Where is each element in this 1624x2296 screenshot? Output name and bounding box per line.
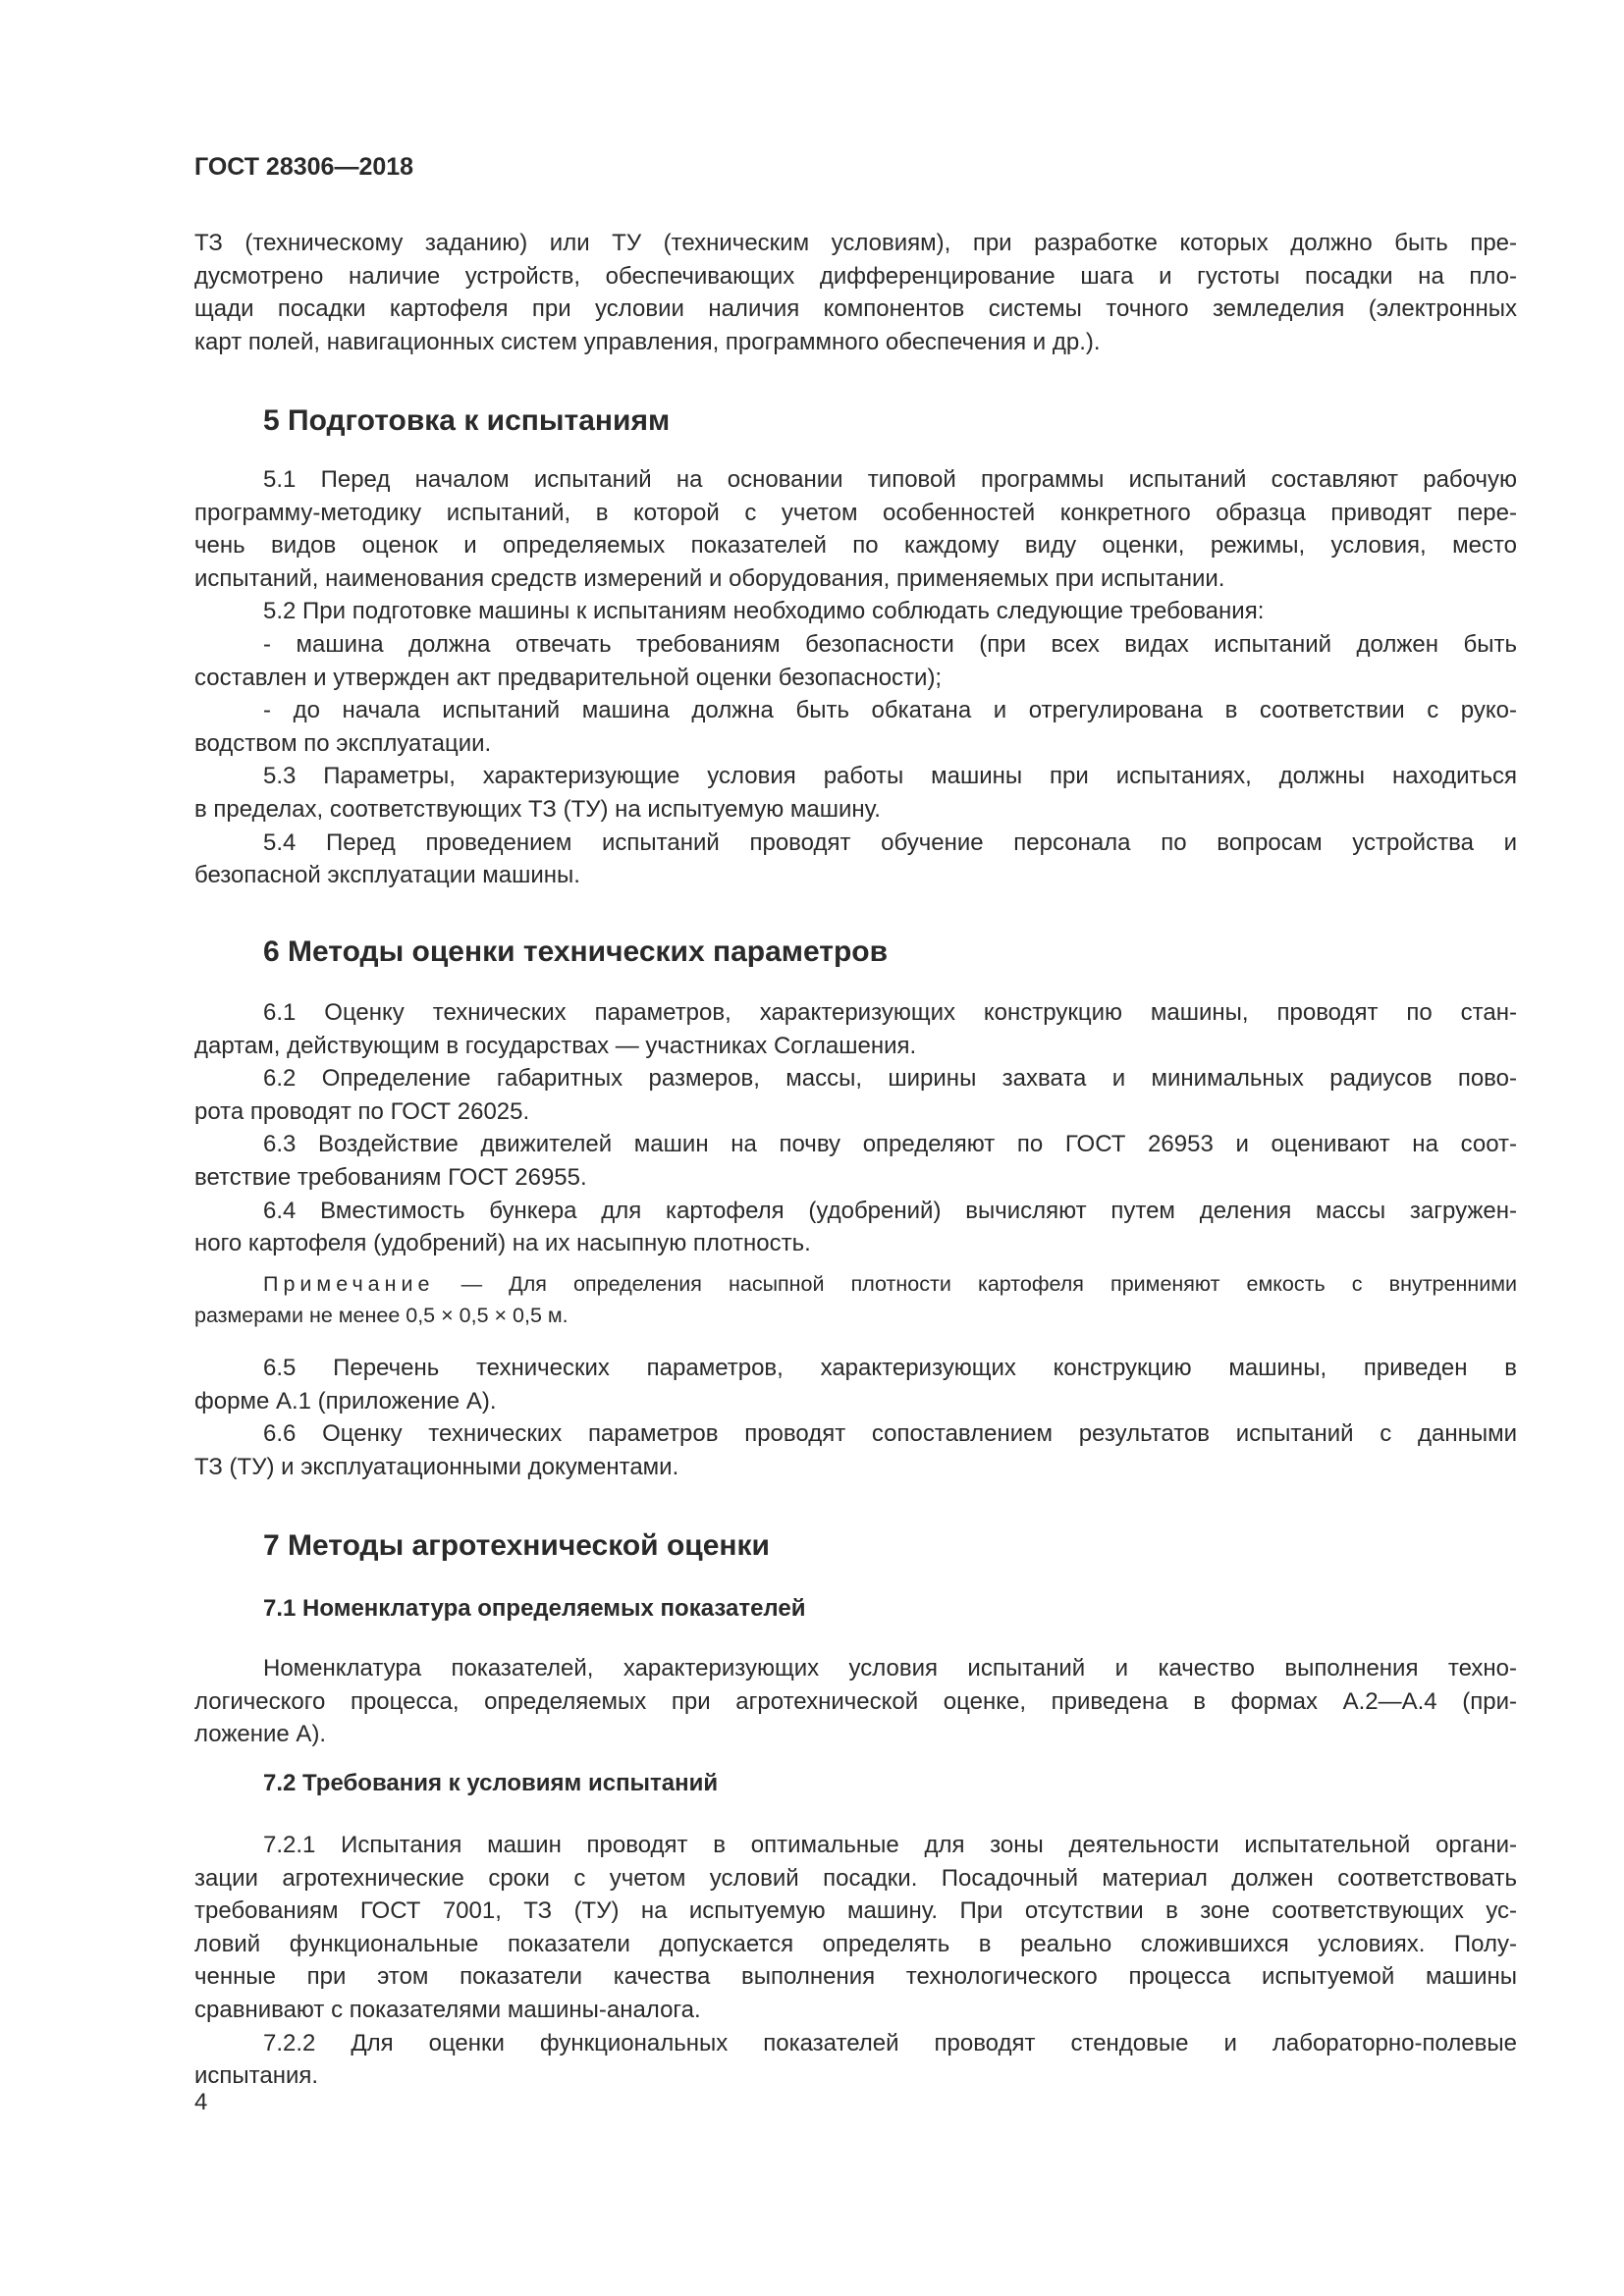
text-line: программу-методику испытаний, в которой с учетом особенностей конкретного образца приводят пере- — [194, 499, 1517, 526]
text-line: 5.3 Параметры, характеризующие условия работы машины при испытаниях, должны находиться — [263, 763, 1517, 790]
intro-paragraph — [194, 227, 1517, 358]
document-header: ГОСТ 28306—2018 — [194, 153, 414, 181]
text-line: 6.1 Оценку технических параметров, характеризующих конструкцию машины, проводят по стан- — [263, 999, 1517, 1026]
text-line: 5.1 Перед началом испытаний на основании типовой программы испытаний составляют рабочую — [263, 466, 1517, 493]
text-line: - машина должна отвечать требованиям безопасности (при всех видах испытаний должен быть — [263, 630, 1517, 658]
text-line: 7.2.2 Для оценки функциональных показателей проводят стендовые и лабораторно-полевые — [263, 2029, 1517, 2056]
text-line: Номенклатура показателей, характеризующих условия испытаний и качество выполнения техно- — [263, 1655, 1517, 1682]
text-line: дусмотрено наличие устройств, обеспечивающих дифференцирование шага и густоты посадки на пло- — [194, 262, 1517, 290]
note-text: — Для определения насыпной плотности картофеля применяют емкость с внутренними — [434, 1272, 1517, 1296]
note-line — [194, 1268, 1517, 1300]
text-line: 5.2 При подготовке машины к испытаниям необходимо соблюдать следующие требования: — [263, 598, 1265, 625]
text-line: рота проводят по ГОСТ 26025. — [194, 1097, 530, 1125]
note — [194, 1268, 1517, 1331]
subsection-7-1-heading: 7.1 Номенклатура определяемых показателей — [263, 1595, 806, 1622]
text-line: 6.3 Воздействие движителей машин на почву определяют по ГОСТ 26953 и оценивают на соот- — [263, 1131, 1517, 1158]
subsection-7-1-body — [194, 1652, 1517, 1751]
subsection-7-2-body — [194, 1829, 1517, 2093]
text-line: форме А.1 (приложение А). — [194, 1387, 497, 1415]
text-line: ного картофеля (удобрений) на их насыпную плотность. — [194, 1230, 811, 1257]
text-line: зации агротехнические сроки с учетом условий посадки. Посадочный материал должен соответствовать — [194, 1864, 1517, 1892]
page-number: 4 — [194, 2089, 208, 2115]
text-line: - до начала испытаний машина должна быть обкатана и отрегулирована в соответствии с руко- — [263, 697, 1517, 724]
text-line: дартам, действующим в государствах — участниках Соглашения. — [194, 1032, 917, 1059]
note-label: Примечание — [263, 1272, 435, 1296]
text-line: ветствие требованиям ГОСТ 26955. — [194, 1163, 587, 1191]
section-6-body — [194, 996, 1517, 1260]
text-line: безопасной эксплуатации машины. — [194, 862, 580, 889]
text-line: 6.4 Вместимость бункера для картофеля (удобрений) вычисляют путем деления массы загружен- — [263, 1197, 1517, 1224]
text-line: ТЗ (техническому заданию) или ТУ (техническим условиям), при разработке которых должно быть пре- — [194, 230, 1517, 256]
text-line: испытания. — [194, 2062, 319, 2090]
text-line: сравнивают с показателями машины-аналога. — [194, 1996, 701, 2023]
text-line: карт полей, навигационных систем управления, программного обеспечения и др.). — [194, 328, 1101, 355]
text-line: чень видов оценок и определяемых показателей по каждому виду оценки, режимы, условия, место — [194, 532, 1517, 560]
text-line: логического процесса, определяемых при агротехнической оценке, приведена в формах А.2—А.4 (при- — [194, 1687, 1517, 1715]
text-line: 5.4 Перед проведением испытаний проводят обучение персонала по вопросам устройства и — [263, 828, 1517, 856]
text-line: ченные при этом показатели качества выполнения технологического процесса испытуемой машины — [194, 1963, 1517, 1991]
section-5-heading: 5 Подготовка к испытаниям — [263, 404, 671, 437]
text-line: в пределах, соответствующих ТЗ (ТУ) на испытуемую машину. — [194, 795, 881, 823]
text-line: 6.5 Перечень технических параметров, характеризующих конструкцию машины, приведен в — [263, 1355, 1517, 1381]
note-line: размерами не менее 0,5 × 0,5 × 0,5 м. — [194, 1304, 568, 1327]
text-line: 7.2.1 Испытания машин проводят в оптимальные для зоны деятельности испытательной органи- — [263, 1832, 1517, 1858]
text-line: щади посадки картофеля при условии наличия компонентов системы точного земледелия (электронных — [194, 295, 1517, 323]
text-line: водством по эксплуатации. — [194, 729, 492, 757]
text-line: ТЗ (ТУ) и эксплуатационными документами. — [194, 1453, 679, 1480]
section-5-body — [194, 463, 1517, 892]
section-7-heading: 7 Методы агротехнической оценки — [263, 1529, 770, 1562]
section-6-body-cont — [194, 1352, 1517, 1483]
text-line: ложение А). — [194, 1721, 327, 1748]
text-line: 6.2 Определение габаритных размеров, массы, ширины захвата и минимальных радиусов пово- — [263, 1065, 1517, 1093]
text-line: испытаний, наименования средств измерений и оборудования, применяемых при испытании. — [194, 564, 1225, 592]
text-line: 6.6 Оценку технических параметров проводят сопоставлением результатов испытаний с данными — [263, 1420, 1517, 1448]
subsection-7-2-heading: 7.2 Требования к условиям испытаний — [263, 1770, 719, 1796]
section-6-heading: 6 Методы оценки технических параметров — [263, 935, 889, 968]
text-line: составлен и утвержден акт предварительной оценки безопасности); — [194, 664, 943, 691]
text-line: ловий функциональные показатели допускается определять в реально сложившихся условиях. Полу- — [194, 1930, 1517, 1957]
text-line: требованиям ГОСТ 7001, ТЗ (ТУ) на испытуемую машину. При отсутствии в зоне соответствующих ус- — [194, 1897, 1517, 1925]
